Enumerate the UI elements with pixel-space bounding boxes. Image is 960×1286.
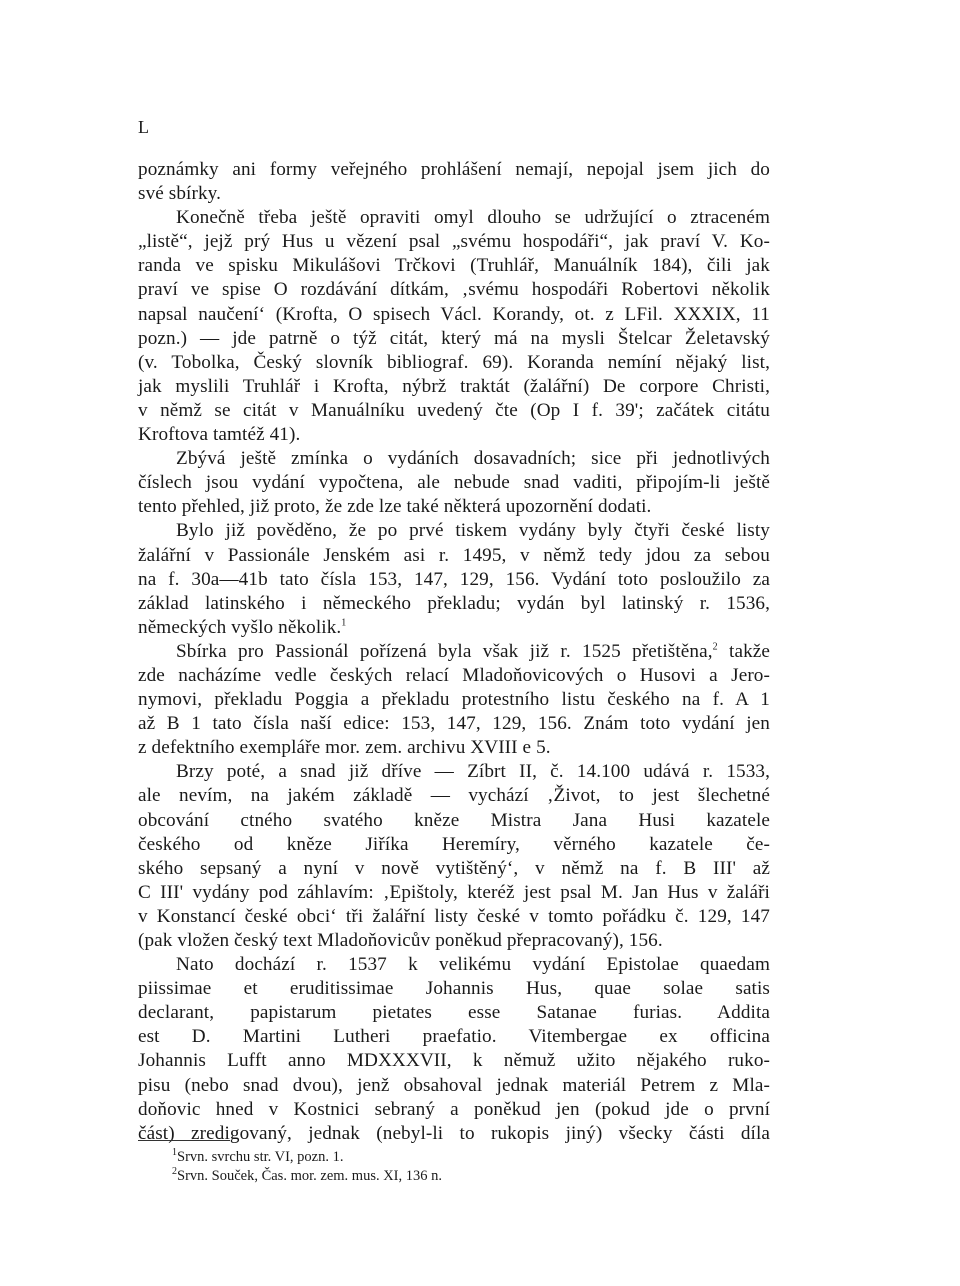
text-line: Konečně třeba ještě opraviti omyl dlouho se udržující o ztraceném — [176, 207, 770, 229]
text-line: pisu (nebo snad dvou), jenž obsahoval jednak materiál Petrem z Mla- — [138, 1074, 770, 1096]
text-line: C III' vydány pod záhlavím: ‚Epištoly, kteréž jest psal M. Jan Hus v žaláři — [138, 881, 770, 903]
text-line: z defektního exempláře mor. zem. archivu XVIII e 5. — [138, 737, 551, 759]
text-line: nymovi, překladu Poggia a překladu protestního listu českého na f. A 1 — [138, 689, 770, 711]
text-line-content: Sbírka pro Passionál pořízená byla však již r. 1525 přetištěna, — [176, 640, 713, 662]
text-line: Kroftova tamtéž 41). — [138, 424, 301, 446]
text-line: praví ve spise O rozdávání dítkám, ‚svému hospodáři Robertovi několik — [138, 279, 770, 301]
text-line: Johannis Lufft anno MDXXXVII, k němuž užito nějakého ruko- — [138, 1050, 770, 1072]
footnote-text: Srvn. Souček, Čas. mor. zem. mus. XI, 136 n. — [177, 1167, 443, 1184]
text-line: část) zredigovaný, jednak (nebyl-li to rukopis jiný) všecky části díla — [138, 1122, 770, 1144]
text-line-content: německých vyšlo několik. — [138, 616, 342, 638]
text-line: pozn.) — jde patrně o týž citát, který má na mysli Štelcar Želetavský — [138, 327, 770, 349]
text-line: est D. Martini Lutheri praefatio. Vitembergae ex officina — [138, 1026, 770, 1048]
footnote-marker: 2 — [712, 641, 718, 653]
text-line: zde nacházíme vedle českých relací Mladoňovicových o Husovi a Jero- — [138, 664, 770, 686]
text-line: piissimae et eruditissimae Johannis Hus, quae solae satis — [138, 978, 770, 1000]
text-line: „listě“, jejž prý Hus u vězení psal „svému hospodáři“, jak praví V. Ko- — [138, 231, 770, 253]
footnote-number: 2 — [172, 1165, 177, 1177]
text-line: číslech jsou vydání vypočtena, ale nebude snad vaditi, připojím-li ještě — [138, 472, 770, 494]
text-line: ale nevím, na jakém základě — vychází ‚Život, to jest šlechetné — [138, 785, 770, 807]
text-line: jak myslili Truhlář i Krofta, nýbrž traktát (žalářní) De corpore Christi, — [138, 375, 770, 397]
text-line: (v. Tobolka, Český slovník bibliograf. 69). Koranda nemíní nějaký list, — [138, 351, 770, 373]
text-line: obcování ctného svatého kněze Mistra Jana Husi kazatele — [138, 809, 770, 831]
text-line: v němž se citát v Manuálníku uvedený čte (Op I f. 39'; začátek citátu — [138, 399, 770, 421]
text-line — [138, 640, 770, 664]
footnotes — [172, 1148, 442, 1185]
text-line: až B 1 tato čísla naší edice: 153, 147, 129, 156. Znám toto vydání jen — [138, 713, 770, 735]
text-line: Brzy poté, a snad již dříve — Zíbrt II, č. 14.100 udává r. 1533, — [176, 761, 770, 783]
text-line: na f. 30a—41b tato čísla 153, 147, 129, 156. Vydání toto posloužilo za — [138, 568, 770, 590]
body-text — [138, 158, 770, 1146]
text-line: Bylo již pověděno, že po prvé tiskem vydány byly čtyři české listy — [176, 520, 770, 542]
text-line: tento přehled, již proto, že zde lze také některá upozornění dodati. — [138, 496, 652, 518]
text-line: žalářní v Passionále Jenském asi r. 1495, v němž tedy jdou za sebou — [138, 544, 770, 566]
text-line: Zbývá ještě zmínka o vydáních dosavadních; sice při jednotlivých — [176, 448, 770, 470]
footnote-divider — [138, 1140, 230, 1141]
page-number: L — [138, 117, 149, 137]
text-line: doňovic hned v Kostnici sebraný a poněkud jen (pokud jde o první — [138, 1098, 770, 1120]
text-line: v Konstancí české obci‘ tři žalářní listy české v tomto pořádku č. 129, 147 — [138, 905, 770, 927]
text-line-content-rest: takže — [717, 640, 770, 662]
footnote-number: 1 — [172, 1147, 177, 1159]
text-line: základ latinského i německého překladu; vydán byl latinský r. 1536, — [138, 592, 770, 614]
text-line — [138, 616, 770, 640]
text-line: randa ve spisku Mikulášovi Trčkovi (Truhlář, Manuálník 184), čili jak — [138, 255, 770, 277]
text-line: poznámky ani formy veřejného prohlášení nemají, nepojal jsem jich do — [138, 159, 770, 180]
footnote — [172, 1167, 442, 1186]
footnote-marker: 1 — [341, 617, 347, 629]
text-line: declarant, papistarum pietates esse Satanae furias. Addita — [138, 1002, 770, 1024]
text-line: (pak vložen český text Mladoňovicův poněkud přepracovaný), 156. — [138, 930, 663, 951]
text-line: ského sepsaný a nyní v nově vytištěný‘, v němž na f. B III' až — [138, 857, 770, 879]
footnote-text: Srvn. svrchu str. VI, pozn. 1. — [177, 1149, 344, 1165]
text-line: své sbírky. — [138, 183, 221, 205]
text-line: českého od kněze Jiříka Heremíry, věrného kazatele če- — [138, 833, 770, 855]
text-line: napsal naučení‘ (Krofta, O spisech Václ. Korandy, ot. z LFil. XXXIX, 11 — [138, 303, 770, 325]
text-line: Nato dochází r. 1537 k velikému vydání Epistolae quaedam — [176, 954, 770, 976]
footnote — [172, 1148, 442, 1167]
